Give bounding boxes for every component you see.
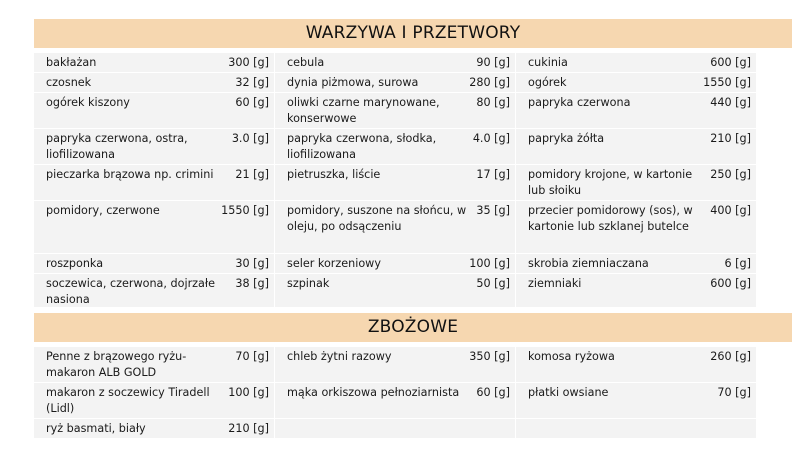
item-quantity: 3.0 [g] xyxy=(231,132,269,145)
item-name: bakłażan xyxy=(46,56,97,69)
item-quantity: 30 [g] xyxy=(235,257,269,270)
list-item xyxy=(34,383,274,419)
item-quantity: 280 [g] xyxy=(469,76,510,89)
list-item xyxy=(275,165,515,201)
list-item xyxy=(275,73,515,93)
grains-column-3 xyxy=(516,347,756,439)
list-item xyxy=(34,419,274,439)
item-name: komosa ryżowa xyxy=(528,350,615,363)
vegetables-column-1 xyxy=(34,53,274,308)
item-quantity: 21 [g] xyxy=(235,168,269,181)
list-item xyxy=(34,347,274,383)
list-item xyxy=(275,129,515,165)
list-item xyxy=(34,201,274,254)
item-name: skrobia ziemniaczana xyxy=(528,257,649,270)
item-quantity: 35 [g] xyxy=(476,204,510,217)
item-name: pomidory krojone, w kartonie lub słoiku xyxy=(528,168,693,197)
list-item xyxy=(275,201,515,254)
grains-column-1 xyxy=(34,347,274,439)
item-quantity: 60 [g] xyxy=(235,96,269,109)
item-name: dynia piżmowa, surowa xyxy=(287,76,419,89)
item-quantity: 350 [g] xyxy=(469,350,510,363)
item-name: papryka czerwona, ostra, liofilizowana xyxy=(46,132,188,161)
list-item xyxy=(275,93,515,129)
item-name: ziemniaki xyxy=(528,277,582,290)
list-item xyxy=(516,93,756,129)
item-quantity: 90 [g] xyxy=(476,56,510,69)
item-name: ogórek kiszony xyxy=(46,96,130,109)
vegetables-grid xyxy=(34,53,792,308)
item-quantity: 38 [g] xyxy=(235,277,269,290)
list-item xyxy=(275,274,515,308)
item-quantity: 100 [g] xyxy=(228,386,269,399)
item-name: cebula xyxy=(287,56,325,69)
list-item xyxy=(516,254,756,274)
item-name: ryż basmati, biały xyxy=(46,422,146,435)
list-item xyxy=(516,201,756,254)
list-item xyxy=(34,73,274,93)
item-name: seler korzeniowy xyxy=(287,257,381,270)
item-quantity: 80 [g] xyxy=(476,96,510,109)
list-item xyxy=(516,53,756,73)
item-name: Penne z brązowego ryżu- makaron ALB GOLD xyxy=(46,350,187,379)
vegetables-column-3 xyxy=(516,53,756,308)
item-name: makaron z soczewicy Tiradell (Lidl) xyxy=(46,386,210,415)
item-quantity: 100 [g] xyxy=(469,257,510,270)
item-quantity: 70 [g] xyxy=(235,350,269,363)
item-quantity: 250 [g] xyxy=(710,168,751,181)
item-name: przecier pomidorowy (sos), w kartonie lub szklanej butelce xyxy=(528,204,693,233)
item-quantity: 4.0 [g] xyxy=(472,132,510,145)
item-name: mąka orkiszowa pełnoziarnista xyxy=(287,386,460,399)
list-item xyxy=(275,254,515,274)
list-item xyxy=(34,274,274,308)
item-name: pieczarka brązowa np. crimini xyxy=(46,168,214,181)
item-name: soczewica, czerwona, dojrzałe nasiona xyxy=(46,277,215,306)
vegetables-column-2 xyxy=(275,53,515,308)
item-quantity: 32 [g] xyxy=(235,76,269,89)
list-item xyxy=(516,383,756,419)
item-quantity: 50 [g] xyxy=(476,277,510,290)
item-name: cukinia xyxy=(528,56,568,69)
item-name: chleb żytni razowy xyxy=(287,350,392,363)
list-item xyxy=(34,53,274,73)
list-item xyxy=(516,274,756,308)
list-item xyxy=(275,383,515,419)
item-quantity: 400 [g] xyxy=(710,204,751,217)
item-quantity: 210 [g] xyxy=(228,422,269,435)
list-item xyxy=(34,165,274,201)
list-item xyxy=(275,347,515,383)
item-quantity: 1550 [g] xyxy=(703,76,751,89)
item-quantity: 300 [g] xyxy=(228,56,269,69)
item-quantity: 6 [g] xyxy=(724,257,751,270)
item-quantity: 600 [g] xyxy=(710,56,751,69)
item-name: papryka czerwona xyxy=(528,96,631,109)
item-name: pietruszka, liście xyxy=(287,168,381,181)
item-name: pomidory, suszone na słońcu, w oleju, po odsączeniu xyxy=(287,204,467,233)
item-name: oliwki czarne marynowane, konserwowe xyxy=(287,96,440,125)
item-name: papryka czerwona, słodka, liofilizowana xyxy=(287,132,437,161)
list-item xyxy=(34,129,274,165)
item-quantity: 600 [g] xyxy=(710,277,751,290)
list-item xyxy=(516,73,756,93)
section-title-vegetables: WARZYWA I PRZETWORY xyxy=(34,19,792,48)
grains-column-2 xyxy=(275,347,515,439)
item-quantity: 210 [g] xyxy=(710,132,751,145)
item-quantity: 1550 [g] xyxy=(221,204,269,217)
list-item xyxy=(34,254,274,274)
item-quantity: 70 [g] xyxy=(717,386,751,399)
item-name: roszponka xyxy=(46,257,104,270)
list-item xyxy=(34,93,274,129)
empty-cell xyxy=(516,419,756,439)
item-quantity: 60 [g] xyxy=(476,386,510,399)
section-title-grains: ZBOŻOWE xyxy=(34,313,792,342)
list-item xyxy=(516,129,756,165)
grains-grid xyxy=(34,347,792,439)
item-quantity: 260 [g] xyxy=(710,350,751,363)
item-quantity: 440 [g] xyxy=(710,96,751,109)
item-name: szpinak xyxy=(287,277,330,290)
list-item xyxy=(516,165,756,201)
item-name: czosnek xyxy=(46,76,92,89)
list-item xyxy=(516,347,756,383)
item-quantity: 17 [g] xyxy=(476,168,510,181)
empty-cell xyxy=(275,419,515,439)
list-item xyxy=(275,53,515,73)
item-name: papryka żółta xyxy=(528,132,605,145)
item-name: płatki owsiane xyxy=(528,386,609,399)
item-name: ogórek xyxy=(528,76,567,89)
shopping-list xyxy=(34,0,792,439)
item-name: pomidory, czerwone xyxy=(46,204,160,217)
